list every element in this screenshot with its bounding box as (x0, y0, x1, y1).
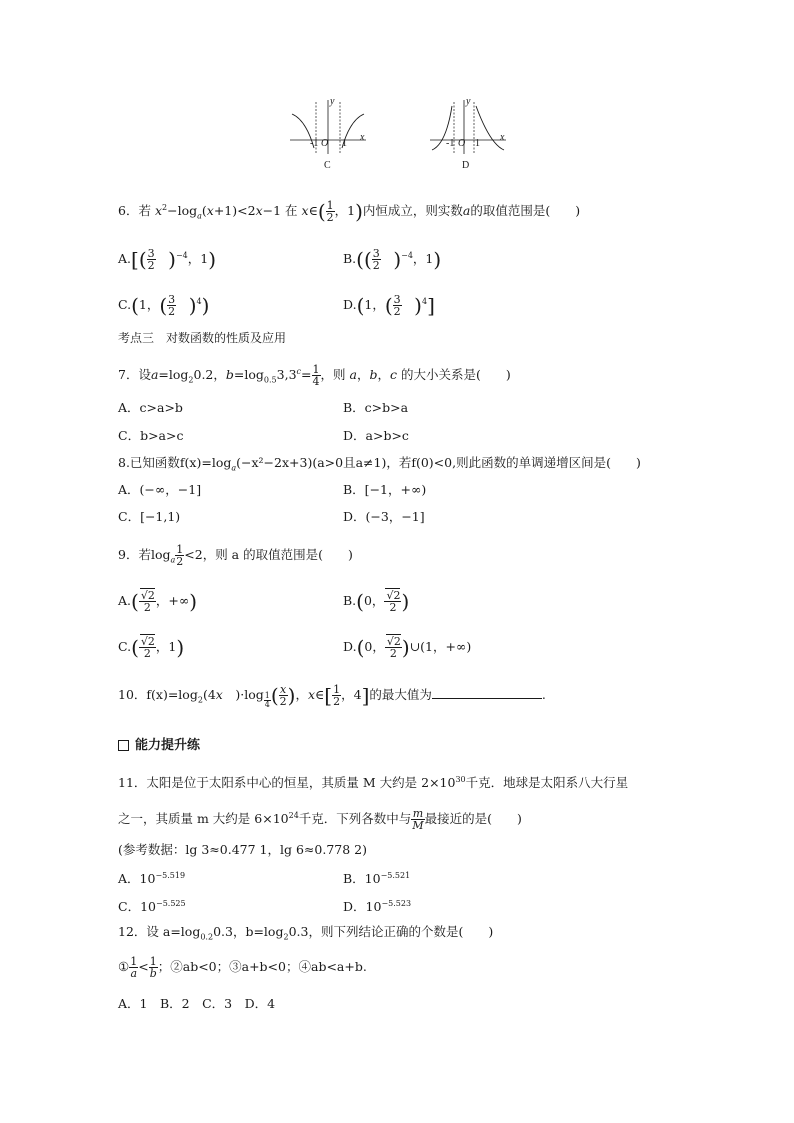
graph-c (288, 96, 368, 171)
graph-c-tick-pos: 1 (342, 138, 347, 149)
q6-fraction: $\frac{1}{2}$ (326, 199, 334, 225)
question-7: 7．设$a=\log_20.2$，$b=\log_{0.5}3,3^c=$ $\frac{1}{4}$ ，则 a，b，c 的大小关系是( ) (118, 363, 511, 389)
q11-reference: (参考数据：lg 3≈0.477 1，lg 6≈0.778 2) (118, 842, 367, 857)
q6-var: a (462, 203, 471, 219)
q11-option-b: B．$10^{-5.521}$ (343, 871, 411, 887)
question-12: 12．设 $a=\log_{0.2}0.3$，$b=\log_20.3$，则下列结论正确的个数是( ) (118, 924, 494, 942)
question-6: 6．若 $x^2-\log_a(x+1)<2x-1$ 在 x∈( $\frac{1}{2}$ ，1)内恒成立，则实数a的取值范围是( ) (118, 199, 581, 225)
graph-d-origin: O (458, 138, 466, 149)
graph-d-x-label: x (500, 132, 505, 143)
question-11-line-1: 11．太阳是位于太阳系中心的恒星，其质量 M 大约是 $2\times 10^{30}$千克．地球是太阳系八大行星 (118, 775, 629, 791)
q12-options: A．1 B．2 C．3 D．4 (118, 996, 276, 1011)
question-11-line-2: 之一，其质量 m 大约是 $6\times 10^{24}$千克．下列各数中与 $\frac{m}{M}$ 最接近的是( ) (118, 807, 522, 833)
question-8: 8.已知函数$f(x)=\log_a(-x^2-2x+3)(a>0$且a≠1)，若f(0)<0,则此函数的单调递增区间是( ) (118, 455, 641, 473)
q11-option-a: A．$10^{-5.519}$ (118, 871, 186, 887)
graph-d (428, 96, 508, 171)
q7-option-b: B．c>b>a (343, 400, 409, 415)
q11-option-d: D．$10^{-5.523}$ (343, 899, 412, 915)
q7-option-d: D．a>b>c (343, 428, 409, 443)
q7-option-c: C．b>a>c (118, 428, 184, 443)
checkbox-icon (118, 740, 129, 751)
graph-d-tick-neg: -1 (446, 138, 455, 149)
q6-option-d: D.(1，( $\frac{3}{2}$ )$^4$] (343, 293, 435, 319)
q6-option-c: C.(1，( $\frac{3}{2}$ )$^4$) (118, 293, 210, 319)
q12-statements: ① $\frac{1}{a}$ < $\frac{1}{b}$ ；②ab<0；③a+b<0；④ab<a+b. (118, 955, 367, 980)
graph-d-label: D (462, 160, 470, 171)
q8-option-a: A．(−∞，−1] (118, 482, 202, 497)
q8-option-c: C．[−1,1) (118, 509, 181, 524)
graph-c-origin: O (321, 138, 329, 149)
graph-c-y-label: y (330, 96, 335, 107)
graph-d-tick-pos: 1 (475, 138, 480, 149)
section-3-title: 考点三 对数函数的性质及应用 (118, 331, 287, 345)
question-9: 9．若$\log_a$ $\frac{1}{2}$ <2，则 a 的取值范围是( ) (118, 543, 353, 568)
q11-option-c: C．$10^{-5.525}$ (118, 899, 186, 915)
q10-answer-blank[interactable] (432, 686, 542, 699)
q6-option-b: B.(( $\frac{3}{2}$ )$^{-4}$，1) (343, 247, 442, 273)
q6-text-mid: 内恒成立，则实数 (362, 203, 463, 219)
q7-option-a: A．c>a>b (118, 400, 183, 415)
q8-option-d: D．(−3，−1] (343, 509, 425, 524)
q9-option-c: C.( $\frac{√2}{2}$ ，1) (118, 635, 185, 660)
graph-c-tick-neg: -1 (310, 138, 319, 149)
ability-section-title: 能力提升练 (118, 738, 200, 754)
q9-option-a: A.( $\frac{√2}{2}$ ，+∞) (118, 589, 198, 614)
graph-c-x-label: x (360, 132, 365, 143)
q6-number: 6．若 (118, 203, 151, 219)
q9-option-d: D.(0， $\frac{√2}{2}$ )∪(1，+∞) (343, 635, 472, 660)
q6-text-end: 的取值范围是( ) (470, 203, 581, 219)
q6-option-a: A.[( $\frac{3}{2}$ )$^{-4}$，1) (118, 247, 217, 273)
question-10: 10．$f(x)=\log_2(4x$ )·log $_{\frac{1}{4}}$ ( $\frac{x}{2}$ )，x∈[ $\frac{1}{2}$ ，4]的最大值为 . (118, 683, 546, 709)
q8-option-b: B．[−1，+∞) (343, 482, 427, 497)
graph-d-y-label: y (466, 96, 471, 107)
graph-c-label: C (324, 160, 331, 171)
q9-option-b: B.(0， $\frac{√2}{2}$ ) (343, 589, 410, 614)
